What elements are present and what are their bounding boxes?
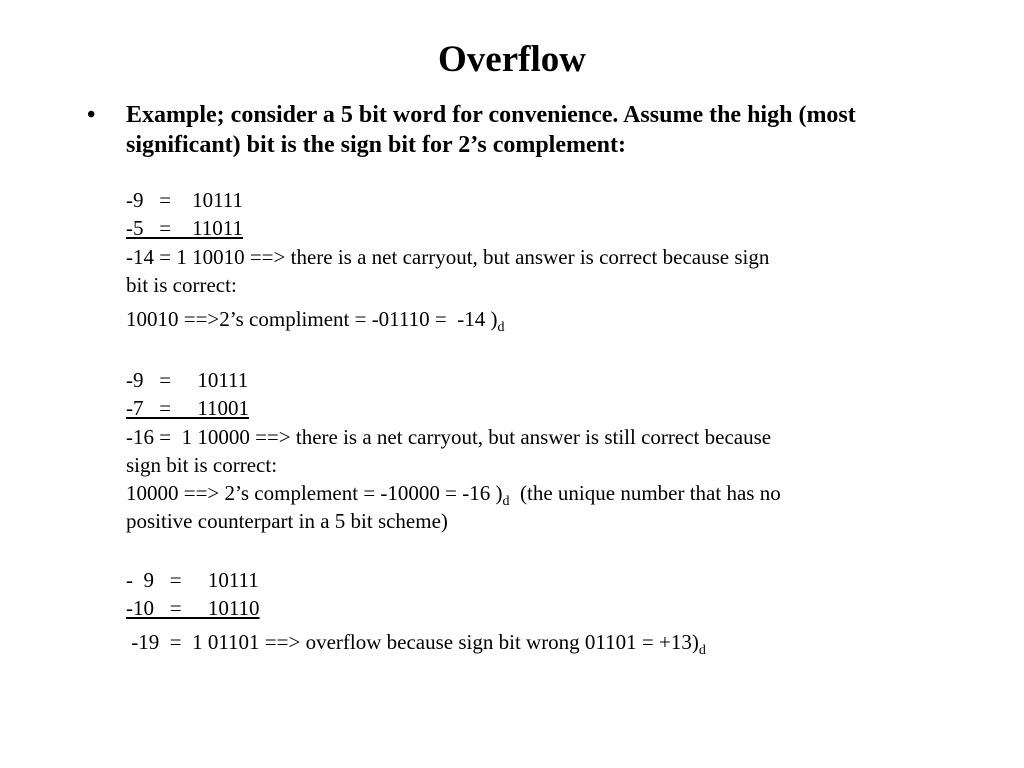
- ex2-line-5-note: (the unique number that has no: [509, 481, 781, 505]
- ex1-subscript: d: [497, 320, 505, 335]
- ex1-line-4: bit is correct:: [126, 273, 237, 297]
- ex2-line-6: positive counterpart in a 5 bit scheme): [126, 509, 448, 533]
- ex1-line-3: -14 = 1 10010 ==> there is a net carryout, but answer is correct because sign: [126, 245, 770, 269]
- ex1-line-2: -5 = 11011: [126, 216, 244, 240]
- ex3-line-2: -10 = 10110: [126, 596, 260, 620]
- ex2-line-1: -9 = 10111: [126, 368, 249, 392]
- ex1-line-1: -9 = 10111: [126, 188, 244, 212]
- ex1-line-5-text: 10010 ==>2’s compliment = -01110 = -14 ): [126, 307, 498, 331]
- ex2-line-5-text: 10000 ==> 2’s complement = -10000 = -16 ): [126, 481, 503, 505]
- ex3-subscript: d: [698, 643, 706, 658]
- ex2-line-3: -16 = 1 10000 ==> there is a net carryout, but answer is still correct because: [126, 425, 772, 449]
- ex3-line-3: [126, 628, 706, 656]
- ex2-line-5: [126, 479, 781, 507]
- ex1-line-5: [126, 305, 504, 333]
- ex2-line-2: -7 = 11001: [126, 396, 250, 420]
- bullet-icon: •: [87, 102, 96, 128]
- ex3-line-3-text: -19 = 1 01101 ==> overflow because sign bit wrong 01101 = +13): [126, 630, 699, 654]
- ex2-line-4: sign bit is correct:: [126, 453, 278, 477]
- intro-text: Example; consider a 5 bit word for convenience. Assume the high (most significant) bit is the sign bit for 2’s complement:: [126, 102, 856, 158]
- ex3-line-1: - 9 = 10111: [126, 568, 259, 592]
- slide-title: Overflow: [438, 39, 586, 80]
- ex2-subscript: d: [502, 494, 510, 509]
